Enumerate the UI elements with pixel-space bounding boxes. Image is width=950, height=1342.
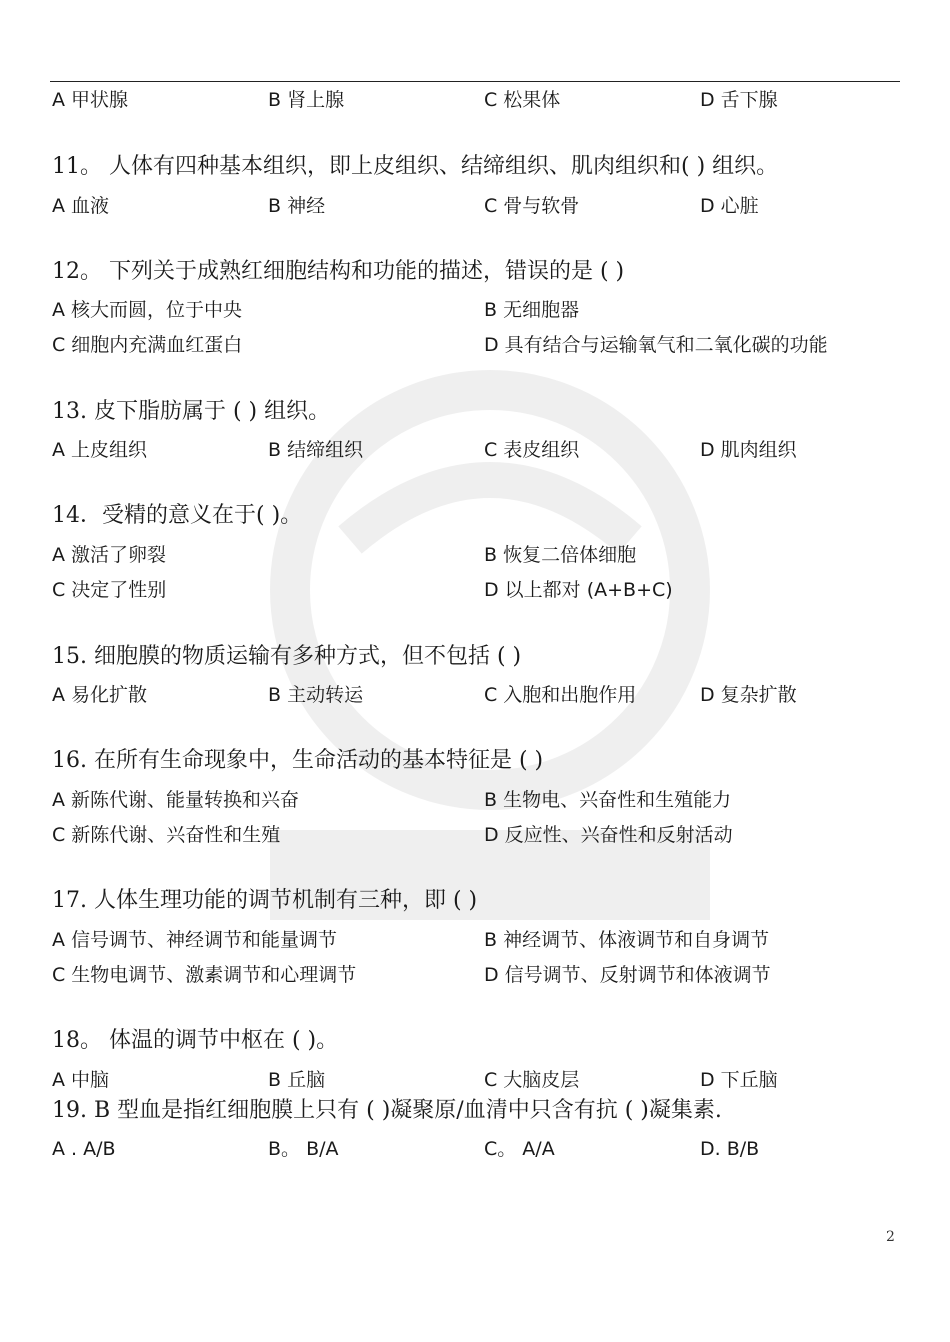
q13-options (0, 436, 950, 466)
q11-text: 11。 人体有四种基本组织，即上皮组织、结缔组织、肌肉组织和( ) 组织。 (52, 154, 779, 179)
q14-option-c[interactable]: C 决定了性别 (52, 579, 167, 601)
q17-text: 17. 人体生理功能的调节机制有三种，即 ( ) (52, 888, 478, 913)
q18-option-d[interactable]: D 下丘脑 (700, 1069, 778, 1091)
q12-option-d[interactable]: D 具有结合与运输氧气和二氧化碳的功能 (484, 334, 828, 356)
q14-option-a[interactable]: A 激活了卵裂 (52, 544, 167, 566)
q17-option-a[interactable]: A 信号调节、神经调节和能量调节 (52, 929, 338, 951)
q10-options (0, 86, 950, 116)
q11-option-a[interactable]: A 血液 (52, 195, 110, 217)
q18-text: 18。 体温的调节中枢在 ( )。 (52, 1028, 339, 1053)
q15-question (0, 642, 950, 672)
q13-option-a[interactable]: A 上皮组织 (52, 439, 148, 461)
q13-question (0, 397, 950, 427)
q12-option-c[interactable]: C 细胞内充满血红蛋白 (52, 334, 243, 356)
q13-option-c[interactable]: C 表皮组织 (484, 439, 580, 461)
q12-option-b[interactable]: B 无细胞器 (484, 299, 580, 321)
q17-options-row2 (0, 961, 950, 991)
q18-question (0, 1026, 950, 1056)
q18-option-c[interactable]: C 大脑皮层 (484, 1069, 580, 1091)
q16-options-row2 (0, 821, 950, 851)
q17-options-row1 (0, 926, 950, 956)
q15-text: 15. 细胞膜的物质运输有多种方式，但不包括 ( ) (52, 644, 522, 669)
q19-option-d[interactable]: D. B/B (700, 1138, 760, 1160)
q18-options (0, 1066, 950, 1096)
q13-text: 13. 皮下脂肪属于 ( ) 组织。 (52, 399, 331, 424)
q14-option-b[interactable]: B 恢复二倍体细胞 (484, 544, 637, 566)
q15-option-c[interactable]: C 入胞和出胞作用 (484, 684, 637, 706)
q13-option-b[interactable]: B 结缔组织 (268, 439, 364, 461)
q12-options-row2 (0, 331, 950, 361)
q19-question (0, 1096, 950, 1126)
q16-text: 16. 在所有生命现象中，生命活动的基本特征是 ( ) (52, 748, 544, 773)
q15-option-b[interactable]: B 主动转运 (268, 684, 364, 706)
q10-option-b[interactable]: B 肾上腺 (268, 89, 345, 111)
q19-text: 19. B 型血是指红细胞膜上只有 ( )凝聚原/血清中只含有抗 ( )凝集素. (52, 1098, 722, 1123)
q11-option-b[interactable]: B 神经 (268, 195, 326, 217)
q19-options (0, 1135, 950, 1165)
q19-option-a[interactable]: A . A/B (52, 1138, 116, 1160)
q18-option-a[interactable]: A 中脑 (52, 1069, 110, 1091)
q16-question (0, 746, 950, 776)
q14-options-row1 (0, 541, 950, 571)
header-rule (50, 81, 900, 82)
q12-options-row1 (0, 296, 950, 326)
q17-option-b[interactable]: B 神经调节、体液调节和自身调节 (484, 929, 770, 951)
q16-option-d[interactable]: D 反应性、兴奋性和反射活动 (484, 824, 733, 846)
q14-options-row2 (0, 576, 950, 606)
q13-option-d[interactable]: D 肌肉组织 (700, 439, 797, 461)
q12-option-a[interactable]: A 核大而圆，位于中央 (52, 299, 243, 321)
q16-option-a[interactable]: A 新陈代谢、能量转换和兴奋 (52, 789, 300, 811)
q15-option-d[interactable]: D 复杂扩散 (700, 684, 797, 706)
q11-option-d[interactable]: D 心脏 (700, 195, 759, 217)
q10-option-a[interactable]: A 甲状腺 (52, 89, 129, 111)
q10-option-c[interactable]: C 松果体 (484, 89, 561, 111)
q11-options (0, 192, 950, 222)
q14-option-d[interactable]: D 以上都对 (A+B+C) (484, 579, 673, 601)
q12-text: 12。 下列关于成熟红细胞结构和功能的描述，错误的是 ( ) (52, 259, 625, 284)
q11-option-c[interactable]: C 骨与软骨 (484, 195, 580, 217)
q11-question (0, 152, 950, 182)
q12-question (0, 257, 950, 287)
q17-question (0, 886, 950, 916)
q17-option-c[interactable]: C 生物电调节、激素调节和心理调节 (52, 964, 357, 986)
q16-option-b[interactable]: B 生物电、兴奋性和生殖能力 (484, 789, 732, 811)
q16-options-row1 (0, 786, 950, 816)
q15-options (0, 681, 950, 711)
q18-option-b[interactable]: B 丘脑 (268, 1069, 326, 1091)
q16-option-c[interactable]: C 新陈代谢、兴奋性和生殖 (52, 824, 281, 846)
q19-option-c[interactable]: C。 A/A (484, 1138, 555, 1160)
q10-option-d[interactable]: D 舌下腺 (700, 89, 778, 111)
q14-question (0, 501, 950, 531)
q15-option-a[interactable]: A 易化扩散 (52, 684, 148, 706)
q17-option-d[interactable]: D 信号调节、反射调节和体液调节 (484, 964, 771, 986)
page-number: 2 (886, 1229, 895, 1245)
q14-text: 14．受精的意义在于( )。 (52, 503, 303, 528)
q19-option-b[interactable]: B。 B/A (268, 1138, 339, 1160)
